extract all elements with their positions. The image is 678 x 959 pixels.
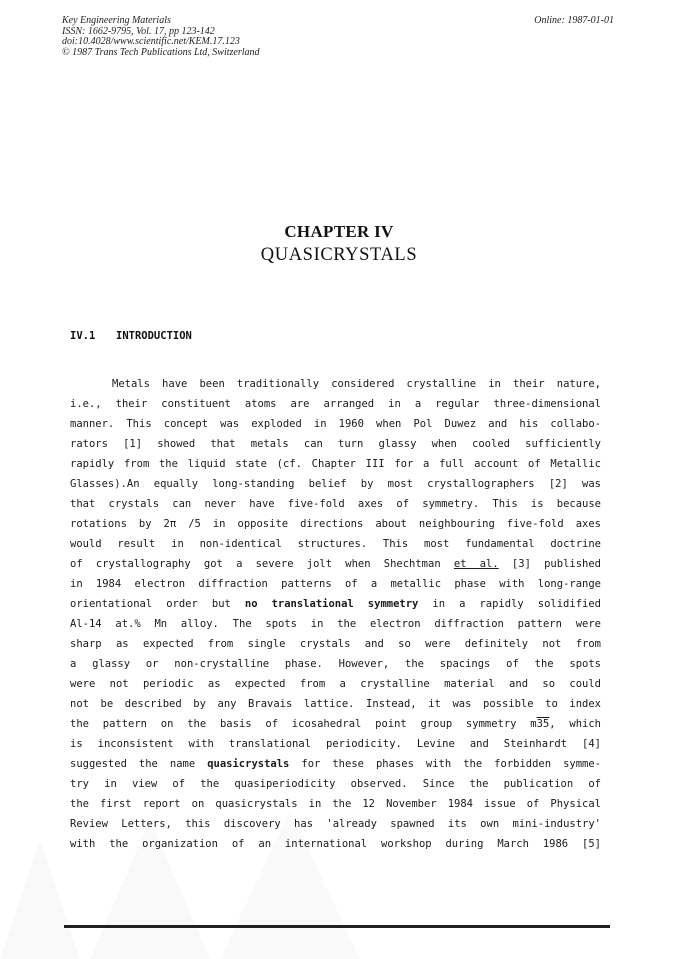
text-line: Metals have been traditionally considered crystalline in their nature, bbox=[112, 378, 601, 390]
body-paragraph bbox=[70, 374, 601, 854]
journal-copyright: © 1987 Trans Tech Publications Ltd, Switzerland bbox=[62, 46, 260, 58]
text-line: rators [1] showed that metals can turn glassy when cooled sufficiently bbox=[70, 438, 601, 450]
page-rule bbox=[64, 925, 610, 928]
text-line: Review Letters, this discovery has 'already spawned its own mini-industry' bbox=[70, 818, 601, 830]
chapter-title: QUASICRYSTALS bbox=[260, 245, 418, 265]
text-line: would result in non-identical structures. This most fundamental doctrine bbox=[70, 538, 601, 550]
text-line: the first report on quasicrystals in the 12 November 1984 issue of Physical bbox=[70, 798, 601, 810]
text-line: Glasses).An equally long-standing belief by most crystallographers [2] was bbox=[70, 478, 601, 490]
text-line: not be described by any Bravais lattice. Instead, it was possible to index bbox=[70, 698, 601, 710]
text-segment: , which bbox=[549, 718, 601, 730]
text-line: with the organization of an international workshop during March 1986 [5] bbox=[70, 838, 601, 850]
chapter-number: CHAPTER IV bbox=[284, 222, 394, 241]
section-heading bbox=[70, 330, 192, 342]
journal-header bbox=[62, 16, 260, 58]
text-line: sharp as expected from single crystals and so were definitely not from bbox=[70, 638, 601, 650]
text-line: i.e., their constituent atoms are arranged in a regular three-dimensional bbox=[70, 398, 601, 410]
text-line bbox=[70, 554, 601, 574]
text-line: is inconsistent with translational periodicity. Levine and Steinhardt [4] bbox=[70, 738, 601, 750]
et-al-reference: et al. bbox=[453, 558, 499, 570]
text-line: try in view of the quasiperiodicity observed. Since the publication of bbox=[70, 778, 601, 790]
text-line: rapidly from the liquid state (cf. Chapter III for a full account of Metallic bbox=[70, 458, 601, 470]
text-segment: [3] published bbox=[511, 558, 601, 570]
text-line bbox=[70, 754, 601, 774]
section-number: IV.1 bbox=[70, 330, 96, 342]
text-line: that crystals can never have five-fold axes of symmetry. This is because bbox=[70, 498, 601, 510]
overlined-symbol: 35 bbox=[536, 718, 550, 730]
text-segment: orientational order but bbox=[70, 598, 231, 610]
journal-issn: ISSN: 1662-9795, Vol. 17, pp 123-142 bbox=[62, 25, 215, 37]
text-segment: the pattern on the basis of icosahedral point group symmetry m bbox=[70, 718, 537, 730]
bold-term: quasicrystals bbox=[207, 758, 290, 770]
text-line: manner. This concept was exploded in 1960 when Pol Duwez and his collabo- bbox=[70, 418, 601, 430]
section-title: INTRODUCTION bbox=[116, 330, 192, 342]
text-line: a glassy or non-crystalline phase. However, the spacings of the spots bbox=[70, 658, 601, 670]
text-segment: for these phases with the forbidden symme- bbox=[301, 758, 601, 770]
text-line: Al-14 at.% Mn alloy. The spots in the electron diffraction pattern were bbox=[70, 618, 601, 630]
bold-phrase: no translational symmetry bbox=[244, 598, 419, 610]
text-line: in 1984 electron diffraction patterns of a metallic phase with long-range bbox=[70, 578, 601, 590]
journal-name: Key Engineering Materials bbox=[62, 15, 171, 26]
journal-doi: doi:10.4028/www.scientific.net/KEM.17.123 bbox=[62, 36, 240, 47]
text-segment: suggested the name bbox=[70, 758, 196, 770]
text-segment: of crystallography got a severe jolt when Shechtman bbox=[70, 558, 441, 570]
text-line bbox=[70, 714, 601, 734]
online-date: Online: 1987-01-01 bbox=[534, 15, 614, 26]
text-line bbox=[70, 594, 601, 614]
text-line: rotations by 2π /5 in opposite directions about neighbouring five-fold axes bbox=[70, 518, 601, 530]
text-line: were not periodic as expected from a crystalline material and so could bbox=[70, 678, 601, 690]
text-segment: in a rapidly solidified bbox=[432, 598, 601, 610]
